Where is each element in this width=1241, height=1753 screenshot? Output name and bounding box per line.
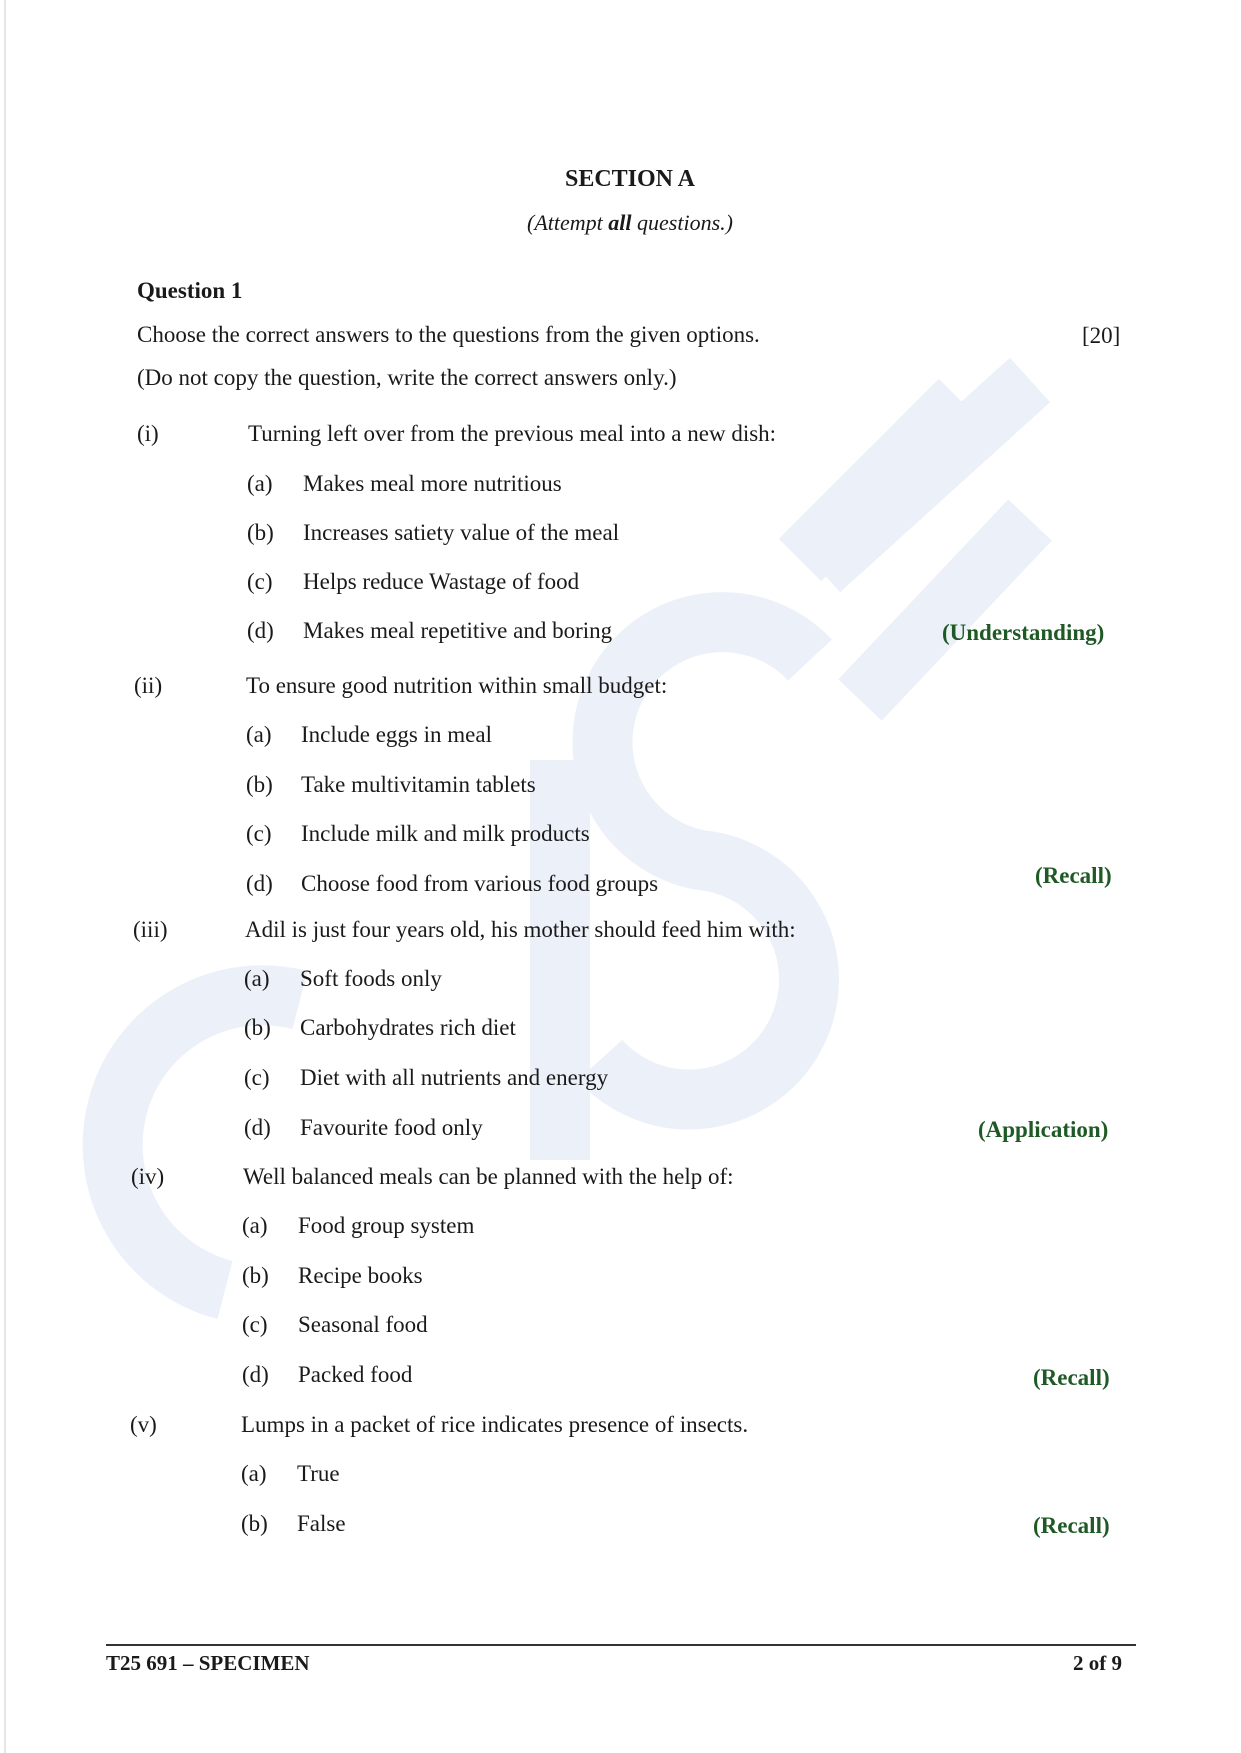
option-letter: (d) (246, 871, 273, 896)
watermark-letter-e (820, 380, 1030, 700)
cognitive-tag: (Understanding) (942, 620, 1105, 645)
option-letter: (b) (246, 772, 273, 797)
item-number: (v) (130, 1412, 157, 1437)
option-text: Favourite food only (300, 1115, 483, 1140)
option-text: Include eggs in meal (301, 722, 492, 747)
option-letter: (a) (242, 1213, 268, 1238)
option-letter: (d) (247, 618, 274, 643)
option-text: True (297, 1461, 340, 1486)
option-text: Choose food from various food groups (301, 871, 659, 896)
page-edge (4, 0, 6, 1753)
option-letter: (d) (244, 1115, 271, 1140)
option-letter: (b) (241, 1511, 268, 1536)
option-letter: (c) (242, 1312, 268, 1337)
option-letter: (a) (244, 966, 270, 991)
option-text: Makes meal repetitive and boring (303, 618, 613, 643)
option-text: Helps reduce Wastage of food (303, 569, 580, 594)
option-text: Makes meal more nutritious (303, 471, 562, 496)
item-text: Turning left over from the previous meal into a new dish: (248, 421, 777, 446)
item-text: Lumps in a packet of rice indicates presence of insects. (241, 1412, 749, 1437)
watermark-letter-c2 (800, 400, 960, 560)
option-text: Seasonal food (298, 1312, 428, 1337)
item-number: (ii) (134, 673, 163, 698)
item-text: Well balanced meals can be planned with the help of: (243, 1164, 734, 1189)
option-text: Increases satiety value of the meal (303, 520, 620, 545)
option-text: Include milk and milk products (301, 821, 590, 846)
option-text: Recipe books (298, 1263, 423, 1288)
question-instruction: Choose the correct answers to the questions from the given options. (137, 322, 760, 347)
cognitive-tag: (Recall) (1033, 1365, 1110, 1390)
item-number: (iv) (131, 1164, 165, 1189)
cognitive-tag: (Recall) (1033, 1513, 1110, 1538)
option-text: Diet with all nutrients and energy (300, 1065, 609, 1090)
question-marks: [20] (1082, 323, 1121, 348)
watermark-letter-c (113, 995, 300, 1290)
footer-rule (106, 1644, 1136, 1646)
cognitive-tag: (Application) (978, 1117, 1109, 1142)
option-letter: (c) (246, 821, 272, 846)
option-text: Soft foods only (300, 966, 442, 991)
question-title: Question 1 (137, 278, 243, 303)
option-letter: (b) (247, 520, 274, 545)
section-title: SECTION A (564, 166, 696, 192)
option-text: False (297, 1511, 346, 1536)
option-text: Carbohydrates rich diet (300, 1015, 516, 1040)
option-text: Packed food (298, 1362, 413, 1387)
option-letter: (c) (244, 1065, 270, 1090)
option-letter: (a) (241, 1461, 267, 1486)
option-letter: (c) (247, 569, 273, 594)
option-letter: (b) (242, 1263, 269, 1288)
page-number: 2 of 9 (1073, 1651, 1122, 1675)
cognitive-tag: (Recall) (1035, 863, 1112, 888)
option-text: Take multivitamin tablets (301, 772, 536, 797)
option-letter: (a) (246, 722, 272, 747)
option-letter: (b) (244, 1015, 271, 1040)
option-letter: (d) (242, 1362, 269, 1387)
item-text: To ensure good nutrition within small budget: (246, 673, 668, 698)
paper-code: T25 691 – SPECIMEN (106, 1651, 310, 1675)
item-text: Adil is just four years old, his mother should feed him with: (245, 917, 796, 942)
option-letter: (a) (247, 471, 273, 496)
item-number: (iii) (133, 917, 168, 942)
item-number: (i) (137, 421, 159, 446)
option-text: Food group system (298, 1213, 475, 1238)
section-subtitle: (Attempt all questions.) (527, 210, 733, 235)
question-note: (Do not copy the question, write the correct answers only.) (137, 365, 677, 390)
